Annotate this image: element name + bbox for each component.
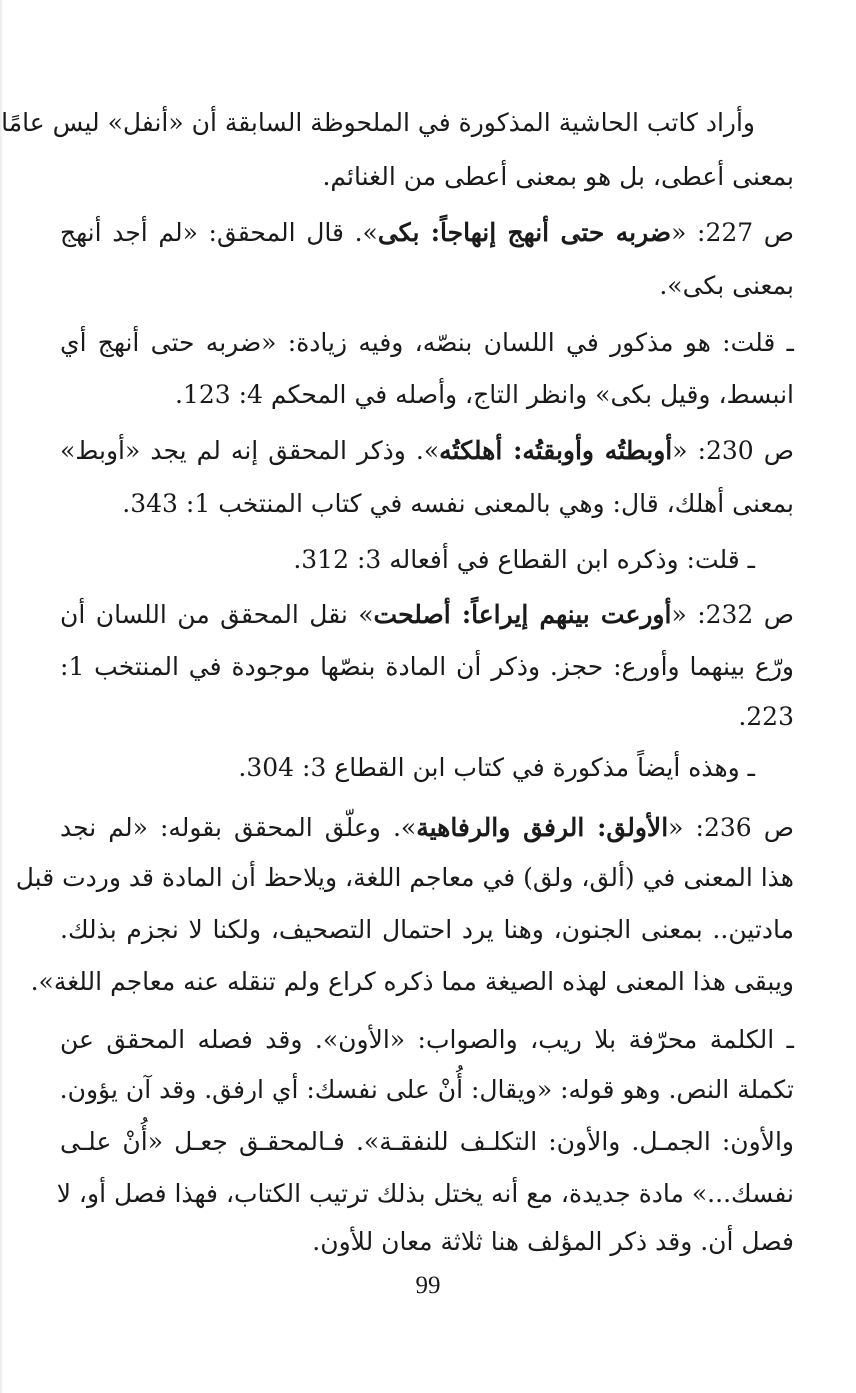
text-line-p6-line1	[60, 595, 794, 635]
entry-reference: ص 230: «	[672, 436, 794, 465]
entry-headword: ضربه حتى أنهج إنهاجاً: بكى	[377, 218, 672, 247]
entry-headword: أوبطتُه وأوبقتُه: أهلكتُه	[439, 436, 673, 465]
text-line-p8-line2: هذا المعنى في (ألق، ولق) في معاجم اللغة، ويلاحظ أن المادة قد وردت قبل	[15, 863, 794, 892]
entry-commentary: ». قال المحقق: «لم أجد أنهج	[60, 218, 378, 247]
text-line-p7-line1: ـ وهذه أيضاً مذكورة في كتاب ابن القطاع 3: 304.	[238, 753, 755, 782]
entry-reference: ص 232: «	[671, 600, 795, 629]
text-line-p9-line1: ـ الكلمة محرّفة بلا ريب، والصواب: «الأون». وقد فصله المحقق عن	[60, 1025, 794, 1054]
text-line-p1-line2: بمعنى أعطى، بل هو بمعنى أعطى من الغنائم.	[322, 162, 794, 191]
text-line-p6-line3: 223.	[738, 702, 794, 731]
text-line-p5-line1: ـ قلت: وذكره ابن القطاع في أفعاله 3: 312.	[293, 545, 755, 574]
entry-reference: ص 236: «	[668, 813, 794, 842]
entry-reference: ص 227: «	[671, 218, 795, 247]
text-line-p9-line3: والأون: الجمـل. والأون: التكلـف للنفقـة». فـالمحقـق جعـل «أُنْ علـى	[60, 1127, 794, 1156]
text-line-p9-line5: فصل أن. وقد ذكر المؤلف هنا ثلاثة معان للأون.	[312, 1227, 794, 1256]
text-line-p1-line1: وأراد كاتب الحاشية المذكورة في الملحوظة السابقة أن «أنفل» ليس عامًا	[1, 108, 755, 137]
text-line-p4-line2: بمعنى أهلك، قال: وهي بالمعنى نفسه في كتاب المنتخب 1: 343.	[122, 489, 794, 518]
text-line-p8-line3: مادتين.. بمعنى الجنون، وهنا يرد احتمال التصحيف، ولكنا لا نجزم بذلك.	[60, 915, 794, 944]
text-line-p2-line1	[60, 213, 794, 253]
text-line-p4-line1	[60, 431, 794, 471]
entry-headword: الأولق: الرفق والرفاهية	[416, 813, 669, 842]
text-line-p6-line2: ورّع بينهما وأورع: حجز. وذكر أن المادة بنصّها موجودة في المنتخب 1:	[60, 652, 794, 681]
page-edge-shadow	[0, 0, 3, 1393]
entry-commentary: » نقل المحقق من اللسان أن	[60, 600, 374, 629]
text-line-p3-line1: ـ قلت: هو مذكور في اللسان بنصّه، وفيه زيادة: «ضربه حتى أنهج أي	[60, 328, 794, 357]
text-line-p8-line1	[60, 808, 794, 848]
text-line-p9-line4: نفسك...» مادة جديدة، مع أنه يختل بذلك ترتيب الكتاب، فهذا فصل أو، لا	[56, 1179, 794, 1208]
entry-headword: أورعت بينهم إيراعاً: أصلحت	[373, 600, 672, 629]
entry-commentary: ». وعلّق المحقق بقوله: «لم نجد	[60, 813, 417, 842]
text-line-p3-line2: انبسط، وقيل بكى» وانظر التاج، وأصله في المحكم 4: 123.	[175, 380, 794, 409]
page-number: 99	[415, 1272, 441, 1299]
text-line-p9-line2: تكملة النص. وهو قوله: «ويقال: أُنْ على نفسك: أي ارفق. وقد آن يؤون.	[59, 1075, 794, 1104]
text-line-p2-line2: بمعنى بكى».	[659, 271, 794, 300]
entry-commentary: ». وذكر المحقق إنه لم يجد «أوبط»	[60, 436, 440, 465]
text-line-p8-line4: ويبقى هذا المعنى لهذه الصيغة مما ذكره كراع ولم تنقله عنه معاجم اللغة».	[30, 967, 794, 996]
